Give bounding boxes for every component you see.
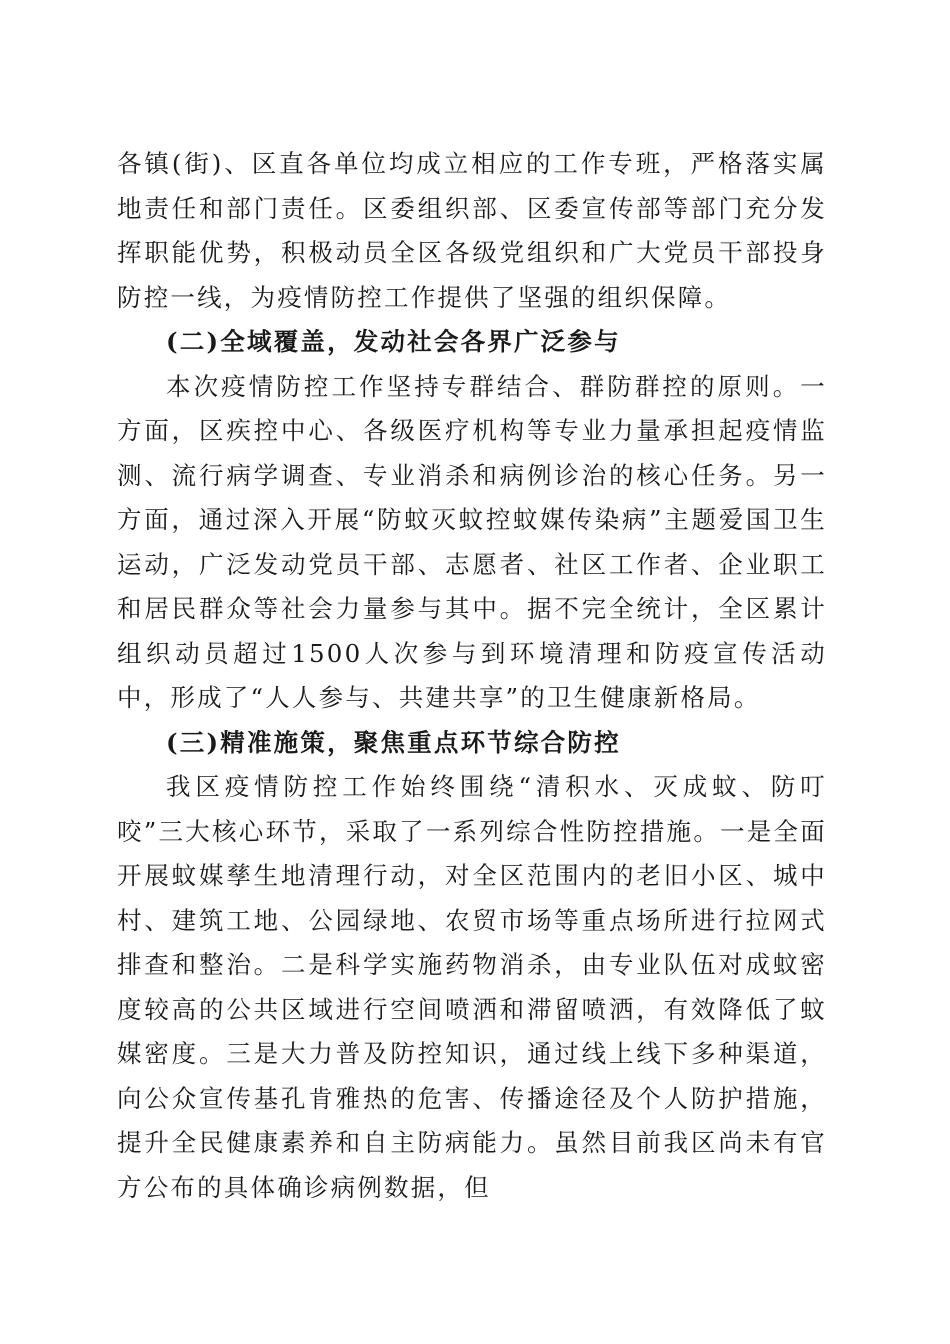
section-heading-3: (三)精准施策，聚焦重点环节综合防控 bbox=[166, 727, 621, 757]
body-paragraph-3: 我区疫情防控工作始终围绕“清积水、灭成蚊、防叮咬”三大核心环节，采取了一系列综合性防控措施。一是全面开展蚊媒孳生地清理行动，对全区范围内的老旧小区、城中村、建筑工地、公园绿地、农贸市场等重点场所进行拉网式排查和整治。二是科学实施药物消杀，由专业队伍对成蚊密度较高的公共区域进行空间喷洒和滞留喷洒，有效降低了蚊媒密度。三是大力普及防控知识，通过线上线下多种渠道，向公众宣传基孔肯雅热的危害、传播途径及个人防护措施，提升全民健康素养和自主防病能力。虽然目前我区尚未有官方公布的具体确诊病例数据，但 bbox=[117, 772, 827, 1202]
document-body bbox=[117, 142, 827, 1210]
body-paragraph-1: 各镇(街)、区直各单位均成立相应的工作专班，严格落实属地责任和部门责任。区委组织部、区委宣传部等部门充分发挥职能优势，积极动员全区各级党组织和广大党员干部投身防控一线，为疫情防控工作提供了坚强的组织保障。 bbox=[117, 149, 827, 312]
section-heading-2: (二)全域覆盖，发动社会各界广泛参与 bbox=[166, 327, 621, 356]
body-paragraph-2: 本次疫情防控工作坚持专群结合、群防群控的原则。一方面，区疾控中心、各级医疗机构等专业力量承担起疫情监测、流行病学调查、专业消杀和病例诊治的核心任务。另一方面，通过深入开展“防蚊灭蚊控蚊媒传染病”主题爱国卫生运动，广泛发动党员干部、志愿者、社区工作者、企业职工和居民群众等社会力量参与其中。据不完全统计，全区累计组织动员超过1500人次参与到环境清理和防疫宣传活动中，形成了“人人参与、共建共享”的卫生健康新格局。 bbox=[117, 371, 827, 712]
